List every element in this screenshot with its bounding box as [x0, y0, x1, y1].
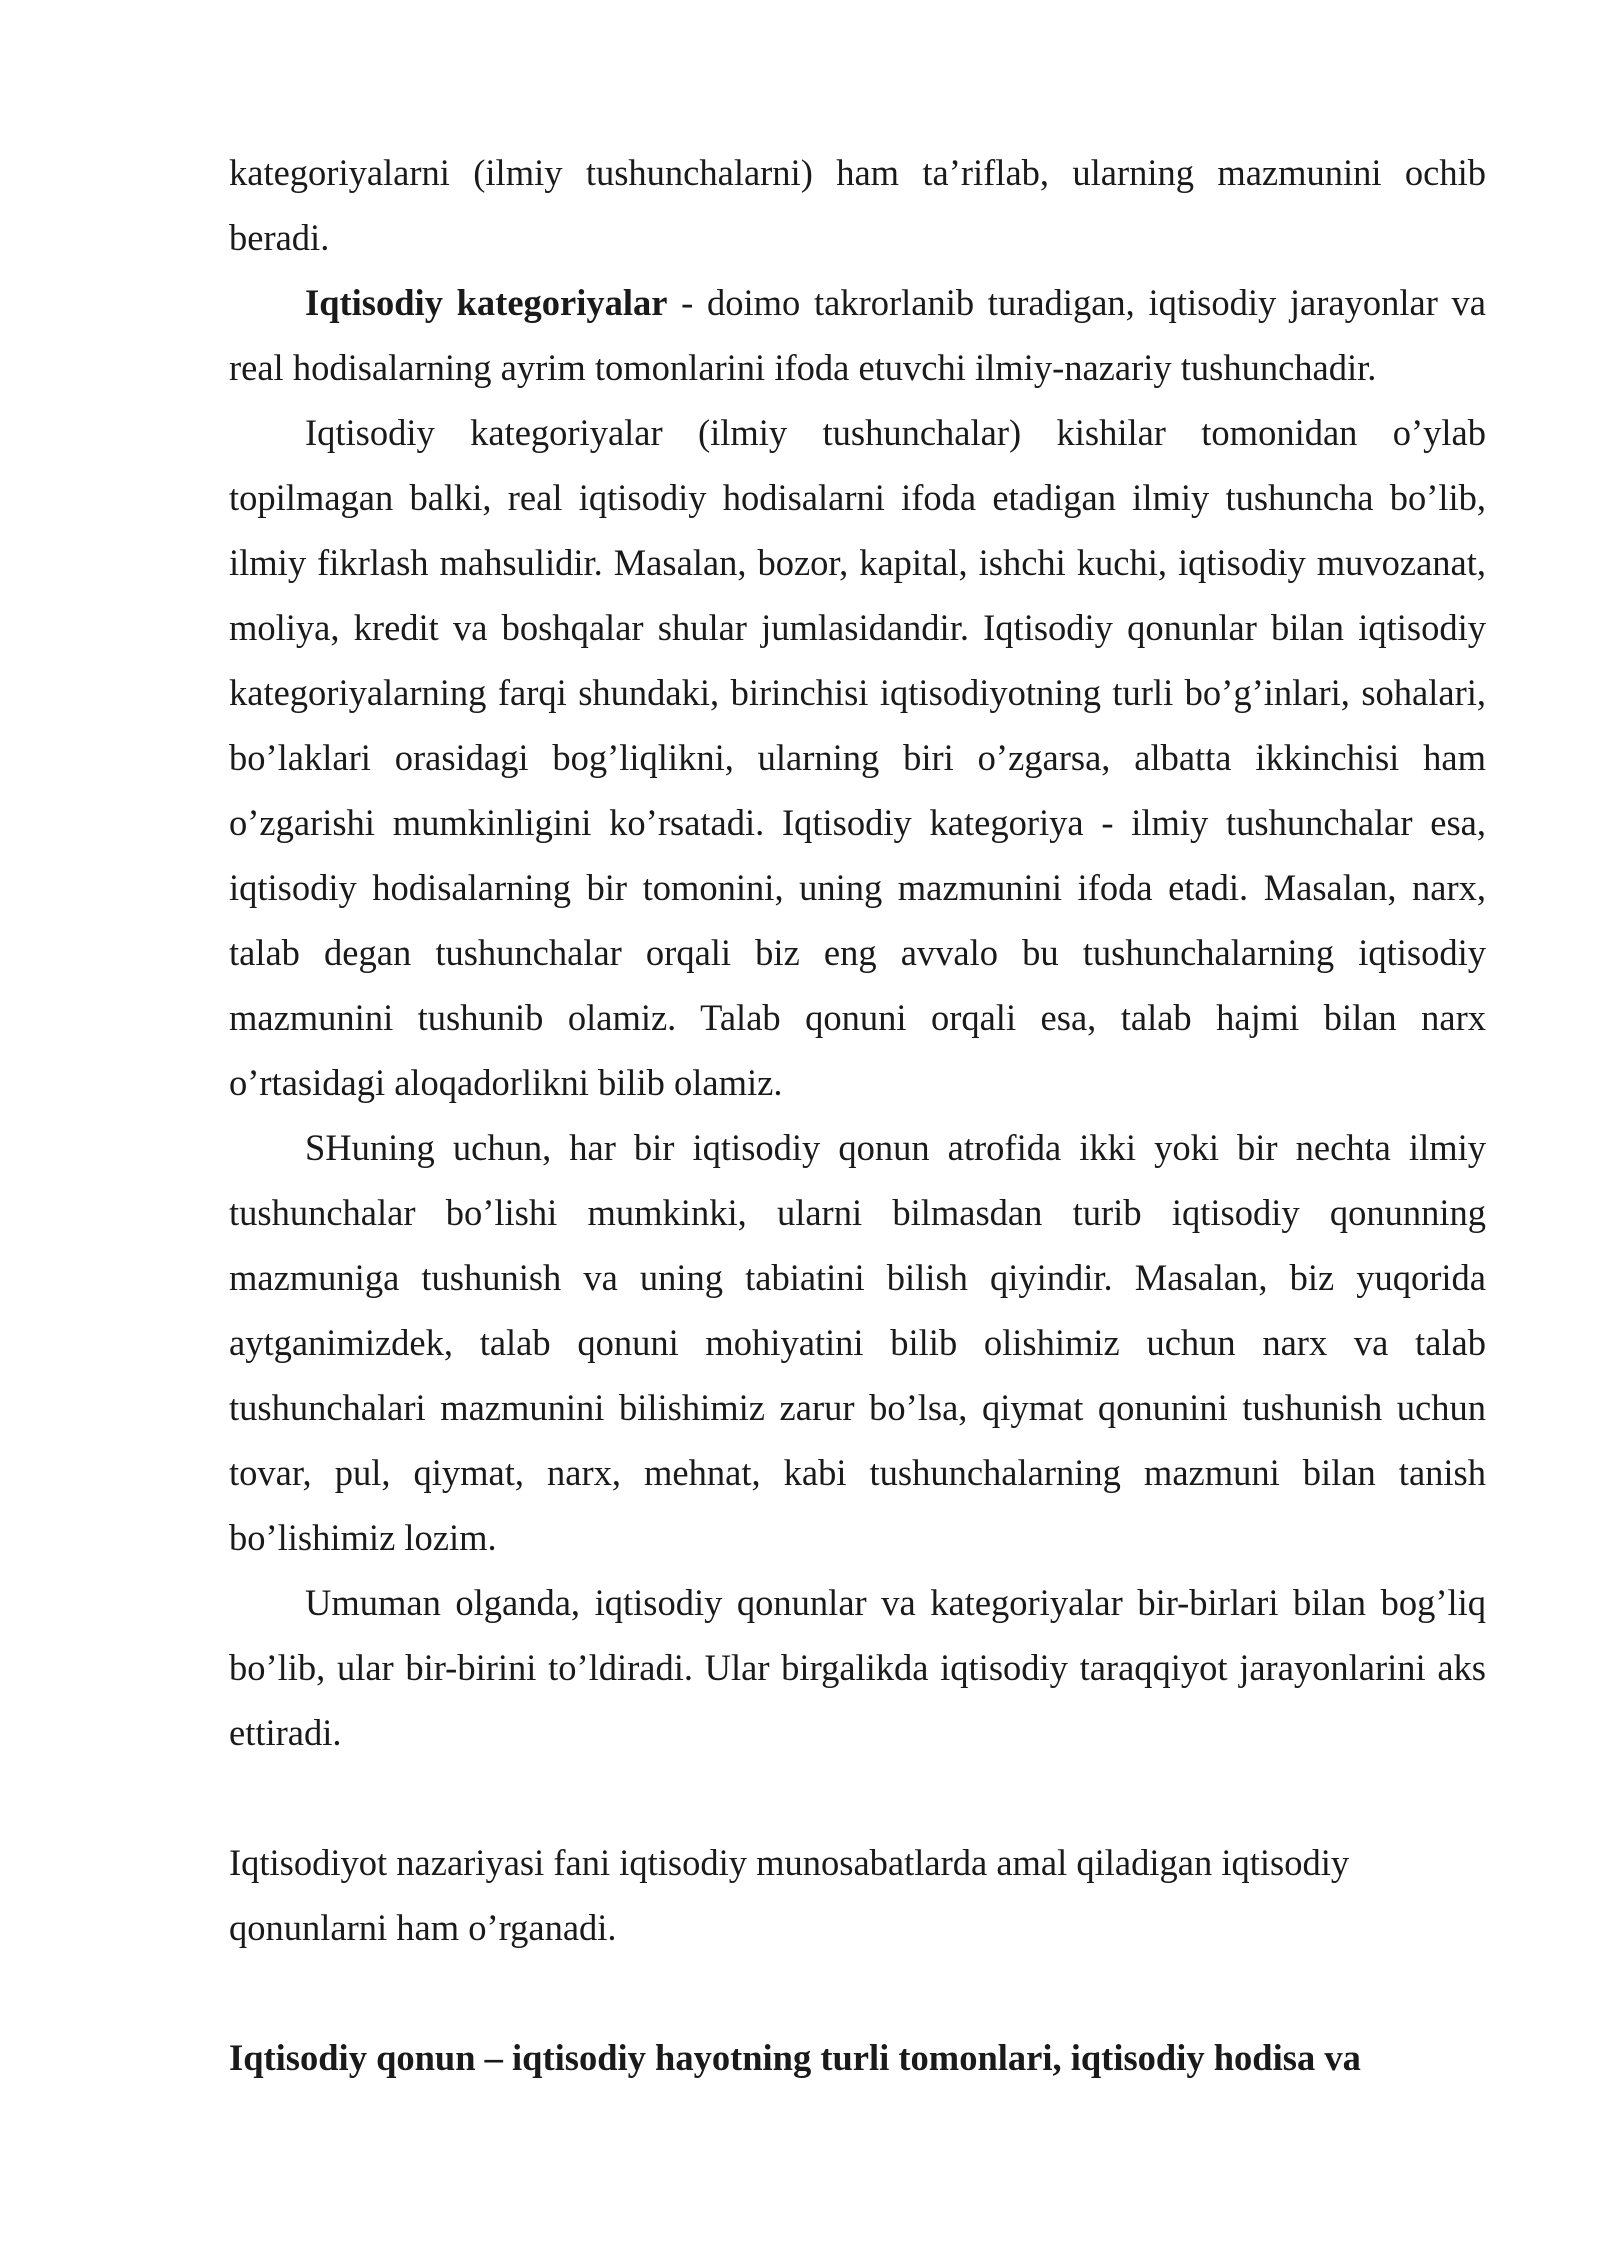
- paragraph-definition: [229, 270, 1486, 400]
- paragraph-summary: Umuman olganda, iqtisodiy qonunlar va kategoriyalar bir-birlari bilan bog’liq bo’lib, ular bir-birini to’ldiradi. Ular birgalikda iqtisodiy taraqqiyot jarayonlarini aks ettiradi.: [229, 1582, 1486, 1753]
- heading-iqtisodiy-qonun: Iqtisodiy qonun – iqtisodiy hayotning turli tomonlari, iqtisodiy hodisa va: [229, 2037, 1361, 2078]
- paragraph-theory-line-1: Iqtisodiyot nazariyasi fani iqtisodiy munosabatlarda amal qiladigan iqtisodiy: [229, 1842, 1350, 1883]
- definition-text: - doimo takrorlanib turadigan, iqtisodiy jarayonlar va real hodisalarning ayrim tomonlarini ifoda etuvchi ilmiy-nazariy tushunchadir.: [229, 282, 1486, 388]
- term-iqtisodiy-kategoriyalar: Iqtisodiy kategoriyalar: [305, 282, 668, 323]
- paragraph-categories-explained: Iqtisodiy kategoriyalar (ilmiy tushunchalar) kishilar tomonidan o’ylab topilmagan balki, real iqtisodiy hodisalarni ifoda etadigan ilmiy tushuncha bo’lib, ilmiy fikrlash mahsulidir. Masalan, bozor, kapital, ishchi kuchi, iqtisodiy muvozanat, moliya, kredit va boshqalar shular jumlasidandir. Iqtisodiy qonunlar bilan iqtisodiy kategoriyalarning farqi shundaki, birinchisi iqtisodiyotning turli bo’g’inlari, sohalari, bo’laklari orasidagi bog’liqlikni, ularning biri o’zgarsa, albatta ikkinchisi ham o’zgarishi mumkinligini ko’rsatadi. Iqtisodiy kategoriya - ilmiy tushunchalar esa, iqtisodiy hodisalarning bir tomonini, uning mazmunini ifoda etadi. Masalan, narx, talab degan tushunchalar orqali biz eng avvalo bu tushunchalarning iqtisodiy mazmunini tushunib olamiz. Talab qonuni orqali esa, talab hajmi bilan narx o’rtasidagi aloqadorlikni bilib olamiz.: [229, 412, 1486, 1103]
- paragraph-scientific-concepts: SHuning uchun, har bir iqtisodiy qonun atrofida ikki yoki bir nechta ilmiy tushunchalar bo’lishi mumkinki, ularni bilmasdan turib iqtisodiy qonunning mazmuniga tushunish va uning tabiatini bilish qiyindir. Masalan, biz yuqorida aytganimizdek, talab qonuni mohiyatini bilib olishimiz uchun narx va talab tushunchalari mazmunini bilishimiz zarur bo’lsa, qiymat qonunini tushunish uchun tovar, pul, qiymat, narx, mehnat, kabi tushunchalarning mazmuni bilan tanish bo’lishimiz lozim.: [229, 1127, 1486, 1558]
- document-page: [229, 140, 1486, 2090]
- paragraph-theory-line-2: qonunlarni ham o’rganadi.: [229, 1907, 617, 1948]
- paragraph-intro: kategoriyalarni (ilmiy tushunchalarni) ham ta’riflab, ularning mazmunini ochib beradi.: [229, 152, 1486, 258]
